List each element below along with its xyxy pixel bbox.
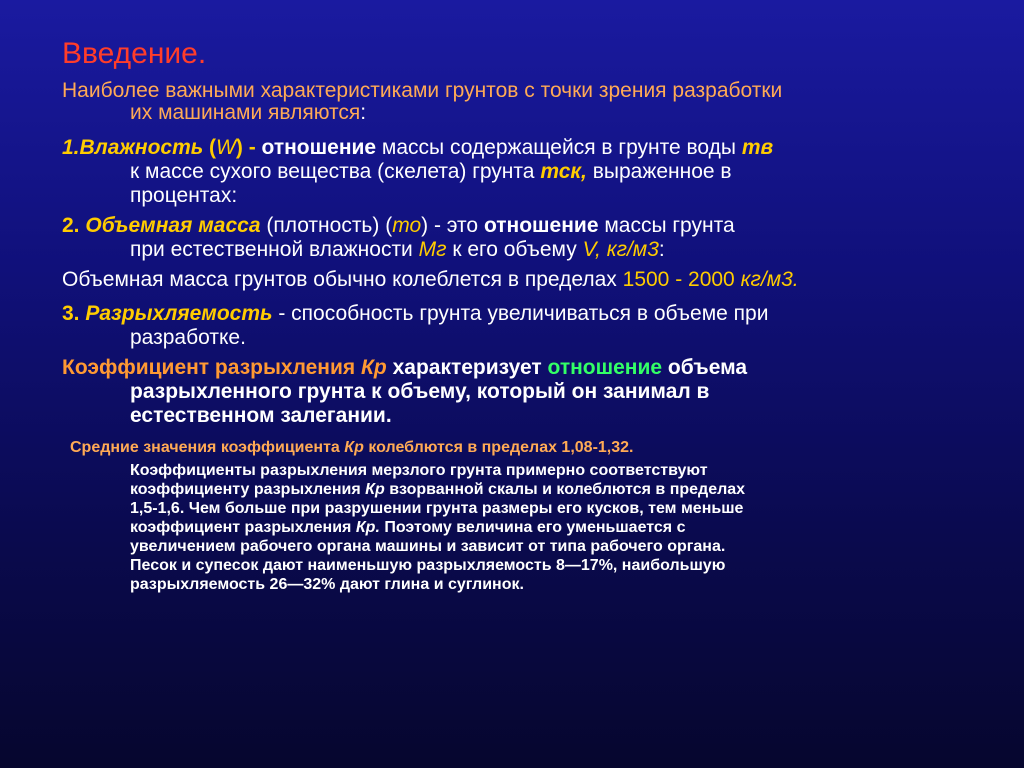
- intro-paragraph: [62, 80, 962, 124]
- coefficient-text-2: объема: [662, 356, 748, 379]
- moisture-symbol: W: [216, 136, 236, 159]
- coefficient-line-1: [62, 356, 962, 380]
- details-text-4b: Поэтому величина его уменьшается с: [379, 519, 686, 536]
- coefficient-relation: отношение: [547, 356, 663, 379]
- loosening-term: Разрыхляемость: [85, 302, 273, 325]
- average-paragraph: [70, 438, 970, 457]
- density-paragraph: [62, 214, 962, 262]
- density-term: Объемная масса: [85, 214, 261, 237]
- details-line-3: 1,5-1,6. Чем больше при разрушении грунта размеры его кусков, тем меньше: [130, 500, 744, 517]
- coefficient-line-2: разрыхленного грунта к объему, который он занимал в: [130, 380, 710, 403]
- intro-line-1: Наиболее важными характеристиками грунтов с точки зрения разработки: [62, 79, 783, 102]
- moisture-open-paren: (: [203, 136, 217, 159]
- details-line-2: [130, 480, 960, 499]
- details-text-2b: взорванной скалы и колеблются в пределах: [384, 481, 746, 498]
- moisture-relation: отношение: [261, 136, 377, 159]
- details-text-4a: коэффициент разрыхления: [130, 519, 356, 536]
- loosening-text-1: - способность грунта увеличиваться в объеме при: [272, 302, 769, 325]
- density-colon: :: [658, 238, 665, 261]
- range-text: Объемная масса грунтов обычно колеблется в пределах: [62, 268, 623, 291]
- density-line-1: [62, 214, 962, 238]
- coefficient-kp: Кр: [361, 356, 387, 379]
- average-text-2: колеблются в пределах 1,08-1,32.: [363, 439, 634, 456]
- coefficient-text-1: характеризует: [386, 356, 548, 379]
- moisture-text-2: к массе сухого вещества (скелета) грунта: [130, 160, 541, 183]
- loosening-line-2: разработке.: [130, 326, 246, 349]
- density-symbol: то: [392, 214, 422, 237]
- density-line-2: [62, 238, 962, 262]
- range-value: 1500 - 2000: [622, 268, 735, 291]
- details-line-6: Песок и супесок дают наименьшую разрыхляемость 8—17%, наибольшую: [130, 557, 726, 574]
- moisture-dry-mass: тск,: [540, 160, 587, 183]
- loosening-number: 3.: [62, 302, 86, 325]
- details-line-4: [130, 518, 960, 537]
- coefficient-term: Коэффициент разрыхления: [62, 356, 361, 379]
- details-line-1: Коэффициенты разрыхления мерзлого грунта примерно соответствуют: [130, 462, 708, 479]
- density-text-1: (плотность) (: [260, 214, 393, 237]
- intro-colon: :: [360, 101, 367, 124]
- density-volume: V, кг/м3: [582, 238, 659, 261]
- moisture-text-3: выраженное в: [586, 160, 732, 183]
- average-kp: Кр: [344, 439, 364, 456]
- details-line-5: увеличением рабочего органа машины и зависит от типа рабочего органа.: [130, 538, 726, 555]
- density-text-3: массы грунта: [598, 214, 735, 237]
- coefficient-line-3: естественном залегании.: [130, 404, 392, 427]
- moisture-line-1: [62, 136, 962, 160]
- average-text-1: Средние значения коэффициента: [70, 439, 345, 456]
- intro-line-2: [62, 102, 962, 124]
- density-number: 2.: [62, 214, 86, 237]
- details-kp-1: Кр: [365, 481, 385, 498]
- range-unit: кг/м3.: [734, 268, 799, 291]
- moisture-term: Влажность: [79, 136, 204, 159]
- density-text-2: ) - это: [421, 214, 484, 237]
- moisture-line-3: процентах:: [130, 184, 238, 207]
- slide-title: Введение.: [62, 37, 207, 70]
- moisture-line-2: [62, 160, 962, 184]
- moisture-text-1: массы содержащейся в грунте воды: [376, 136, 742, 159]
- moisture-close-paren: ) -: [235, 136, 262, 159]
- density-mass: Мг: [418, 238, 447, 261]
- moisture-water-mass: тв: [741, 136, 774, 159]
- moisture-paragraph: [62, 136, 962, 208]
- density-text-5: к его объему: [446, 238, 583, 261]
- details-kp-2: Кр.: [355, 519, 380, 536]
- details-paragraph: [130, 461, 960, 594]
- details-text-2a: коэффициенту разрыхления: [130, 481, 366, 498]
- coefficient-paragraph: [62, 356, 962, 428]
- intro-line-2-text: их машинами являются: [130, 101, 361, 124]
- details-line-7: разрыхляемость 26—32% дают глина и суглинок.: [130, 576, 524, 593]
- loosening-line-1: [62, 302, 962, 326]
- density-text-4: при естественной влажности: [130, 238, 419, 261]
- moisture-number: 1.: [62, 136, 80, 159]
- range-paragraph: [62, 268, 962, 292]
- loosening-paragraph: [62, 302, 962, 350]
- density-relation: отношение: [483, 214, 599, 237]
